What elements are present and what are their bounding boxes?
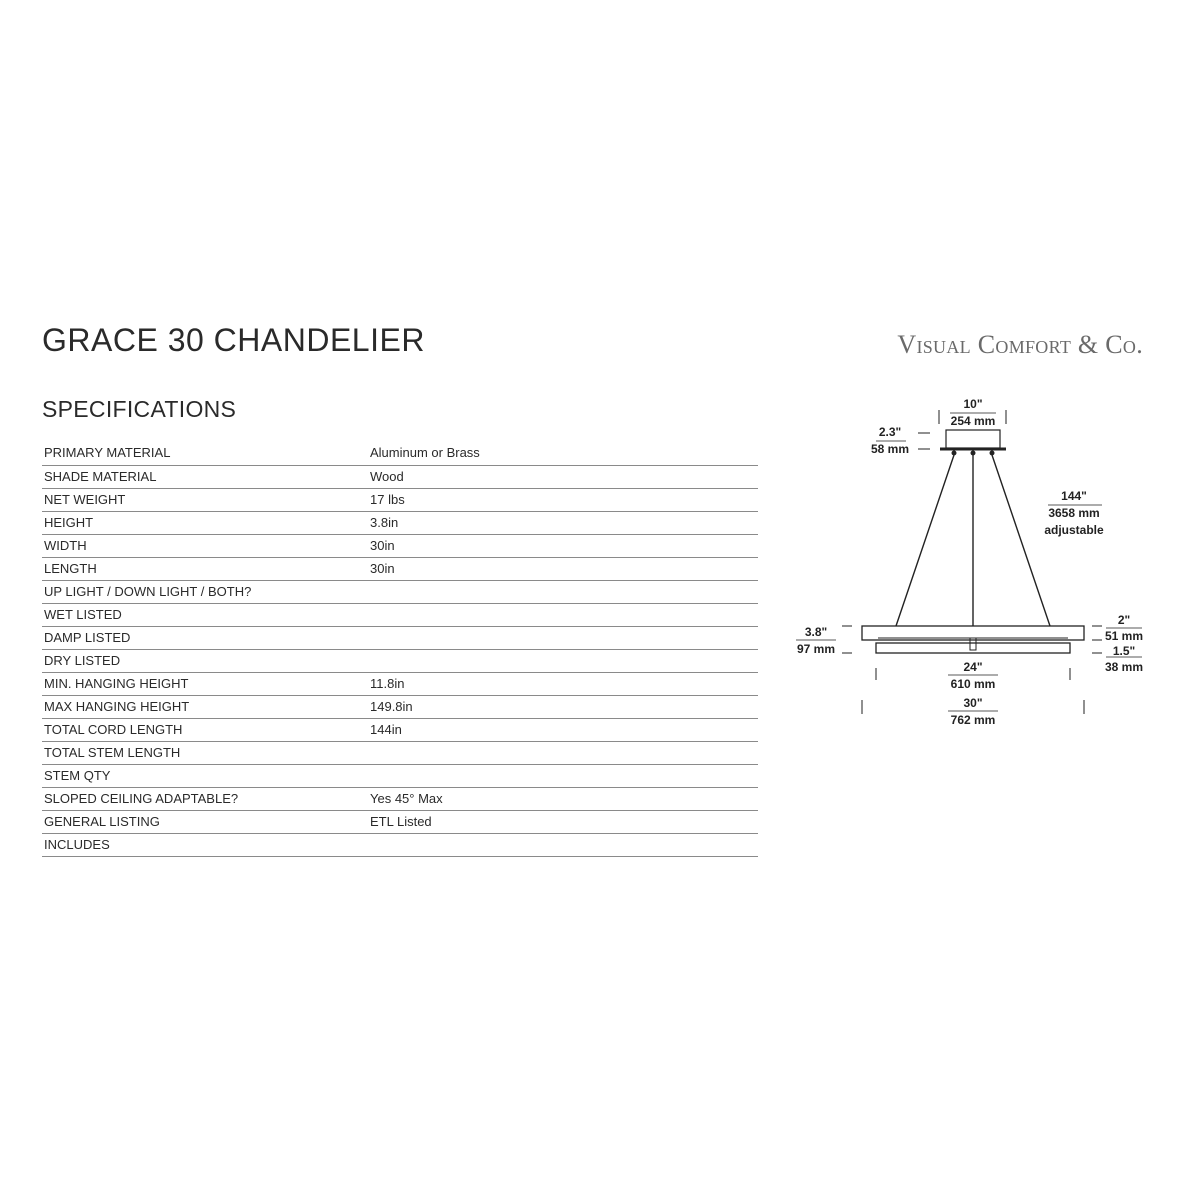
canopy [946, 430, 1000, 448]
spec-value: Aluminum or Brass [368, 442, 758, 465]
fixture-height-mm: 97 mm [796, 642, 836, 656]
spec-row [42, 787, 758, 810]
spec-value: 17 lbs [368, 488, 758, 511]
spec-row [42, 672, 758, 695]
shade-height-in: 1.5" [1112, 644, 1136, 658]
spec-row [42, 580, 758, 603]
spec-label: MIN. HANGING HEIGHT [42, 672, 368, 695]
spec-row [42, 626, 758, 649]
canopy-width-in: 10" [963, 397, 983, 411]
spec-value [368, 741, 758, 764]
canopy-width-mm: 254 mm [950, 414, 996, 428]
spec-label: HEIGHT [42, 511, 368, 534]
spec-row [42, 534, 758, 557]
spec-value [368, 649, 758, 672]
spec-label: NET WEIGHT [42, 488, 368, 511]
spec-row [42, 695, 758, 718]
cord-length-in: 144" [1061, 489, 1087, 503]
spec-value: 144in [368, 718, 758, 741]
spec-value: 30in [368, 534, 758, 557]
product-title: GRACE 30 CHANDELIER [42, 322, 425, 358]
spec-row [42, 649, 758, 672]
brand-logo: Visual Comfort & Co. [897, 330, 1143, 359]
spec-value [368, 626, 758, 649]
specifications-table [42, 442, 758, 857]
cord-length-mm: 3658 mm [1048, 506, 1100, 520]
inner-width-mm: 610 mm [950, 677, 996, 691]
cord-mount-left [952, 451, 957, 456]
canopy-height-in: 2.3" [878, 425, 902, 439]
specifications-heading: SPECIFICATIONS [42, 396, 237, 422]
spec-label: INCLUDES [42, 833, 368, 856]
spec-label: STEM QTY [42, 764, 368, 787]
spec-value: 30in [368, 557, 758, 580]
cord-mount-right [990, 451, 995, 456]
spec-value [368, 603, 758, 626]
shade-band [876, 643, 1070, 653]
spec-row [42, 718, 758, 741]
spec-value: 3.8in [368, 511, 758, 534]
spec-label: TOTAL STEM LENGTH [42, 741, 368, 764]
outer-width-mm: 762 mm [950, 713, 996, 727]
spec-row [42, 741, 758, 764]
spec-label: GENERAL LISTING [42, 810, 368, 833]
cord-left [896, 455, 954, 626]
spec-label: TOTAL CORD LENGTH [42, 718, 368, 741]
cord-right [992, 455, 1050, 626]
spec-row [42, 442, 758, 465]
spec-label: DAMP LISTED [42, 626, 368, 649]
spec-label: DRY LISTED [42, 649, 368, 672]
cord-length-note: adjustable [1044, 523, 1104, 537]
spec-row [42, 465, 758, 488]
outer-width-in: 30" [963, 696, 983, 710]
spec-value: 149.8in [368, 695, 758, 718]
spec-row [42, 557, 758, 580]
spec-label: LENGTH [42, 557, 368, 580]
spec-value: Yes 45° Max [368, 787, 758, 810]
spec-value: ETL Listed [368, 810, 758, 833]
spec-value [368, 764, 758, 787]
spec-row [42, 511, 758, 534]
fixture-height-in: 3.8" [804, 625, 828, 639]
spec-label: UP LIGHT / DOWN LIGHT / BOTH? [42, 580, 368, 603]
shade-height-mm: 38 mm [1104, 660, 1144, 674]
ring-height-in: 2" [1117, 613, 1131, 627]
spec-label: MAX HANGING HEIGHT [42, 695, 368, 718]
spec-value [368, 580, 758, 603]
spec-row [42, 810, 758, 833]
spec-value: Wood [368, 465, 758, 488]
spec-label: WET LISTED [42, 603, 368, 626]
spec-row [42, 833, 758, 856]
ring-height-mm: 51 mm [1104, 629, 1144, 643]
dimension-diagram [780, 380, 1160, 740]
spec-label: WIDTH [42, 534, 368, 557]
inner-width-in: 24" [963, 660, 983, 674]
spec-row [42, 488, 758, 511]
spec-label: PRIMARY MATERIAL [42, 442, 368, 465]
spec-label: SHADE MATERIAL [42, 465, 368, 488]
spec-row [42, 764, 758, 787]
spec-value [368, 833, 758, 856]
cord-mount-center [971, 451, 976, 456]
spec-value: 11.8in [368, 672, 758, 695]
spec-row [42, 603, 758, 626]
spec-label: SLOPED CEILING ADAPTABLE? [42, 787, 368, 810]
canopy-height-mm: 58 mm [870, 442, 910, 456]
